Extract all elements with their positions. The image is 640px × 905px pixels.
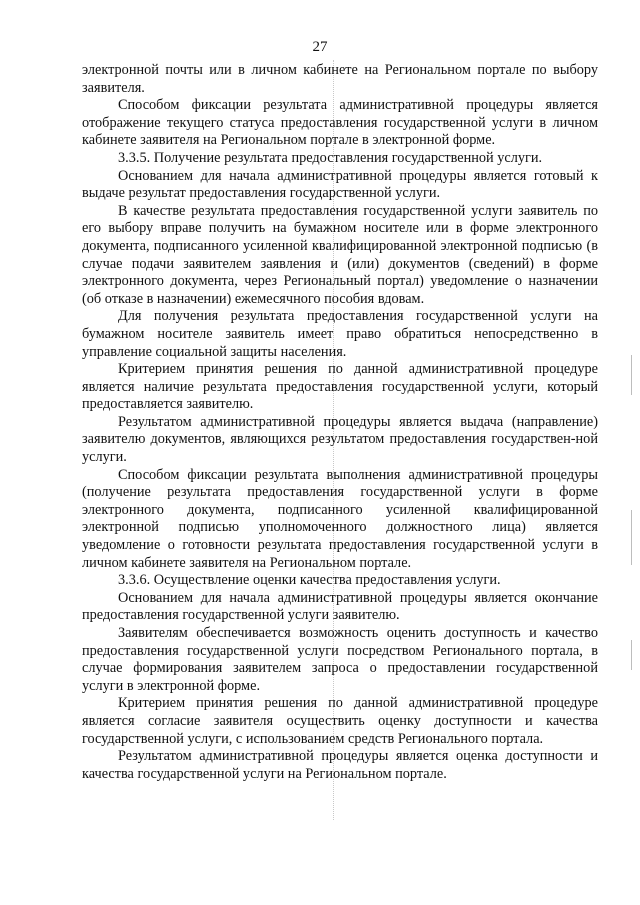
scan-edge-mark <box>631 355 632 395</box>
page-number: 27 <box>312 39 328 55</box>
paragraph: Результатом административной процедуры является оценка доступности и качества государственной услуги на Региональном портале. <box>82 748 598 782</box>
scan-edge-mark <box>631 640 632 670</box>
paragraph: Основанием для начала административной процедуры является окончание предоставления государственной услуги заявителю. <box>82 589 598 624</box>
scan-edge-mark <box>631 510 632 565</box>
document-body <box>82 62 598 783</box>
paragraph: Критерием принятия решения по данной административной процедуре является наличие результата предоставления государственной услуги, который предоставляется заявителю. <box>82 361 598 413</box>
paragraph: Способом фиксации результата выполнения административной процедуры (получение результата предоставления государственной услуги в форме электронного документа, подписанного усиленной квалифицированной электронной подписью уполномоченного должностного лица) является уведомление о готовности результата предоставления государственной услуги в личном кабинете заявителя на Региональном портале. <box>82 466 598 571</box>
paragraph: В качестве результата предоставления государственной услуги заявитель по его выбору вправе получить на бумажном носителе или в форме электронного документа, подписанного усиленной квалифицированной электронной подписью (в случае подачи заявителем заявления и (или) документов (сведений) в форме электронного документа, через Региональный портал) уведомление о назначении (об отказе в назначении) ежемесячного пособия вдовам. <box>82 202 598 307</box>
paragraph: Заявителям обеспечивается возможность оценить доступность и качество предоставления государственной услуги посредством Регионального портала, в случае формирования заявителем запроса о предоставлении государственной услуги в электронной форме. <box>82 625 598 694</box>
paragraph: электронной почты или в личном кабинете на Региональном портале по выбору заявителя. <box>82 62 598 96</box>
section-heading: 3.3.5. Получение результата предоставления государственной услуги. <box>118 149 543 166</box>
paragraph: Основанием для начала административной процедуры является готовый к выдаче результат предоставления государственной услуги. <box>82 167 598 202</box>
paragraph: Для получения результата предоставления государственной услуги на бумажном носителе заявитель имеет право обратиться непосредственно в управление социальной защиты населения. <box>82 308 598 360</box>
paragraph: Критерием принятия решения по данной административной процедуре является согласие заявителя осуществить оценку доступности и качества государственной услуги, с использованием средств Регионального портала. <box>82 695 598 747</box>
paragraph: Результатом административной процедуры является выдача (направление) заявителю документов, являющихся результатом предоставления государствен-ной услуги. <box>82 413 598 466</box>
section-heading: 3.3.6. Осуществление оценки качества предоставления услуги. <box>118 572 501 589</box>
paragraph: Способом фиксации результата административной процедуры является отображение текущего статуса предоставления государственной услуги в личном кабинете заявителя на Региональном портале в электронной форме. <box>82 97 598 149</box>
